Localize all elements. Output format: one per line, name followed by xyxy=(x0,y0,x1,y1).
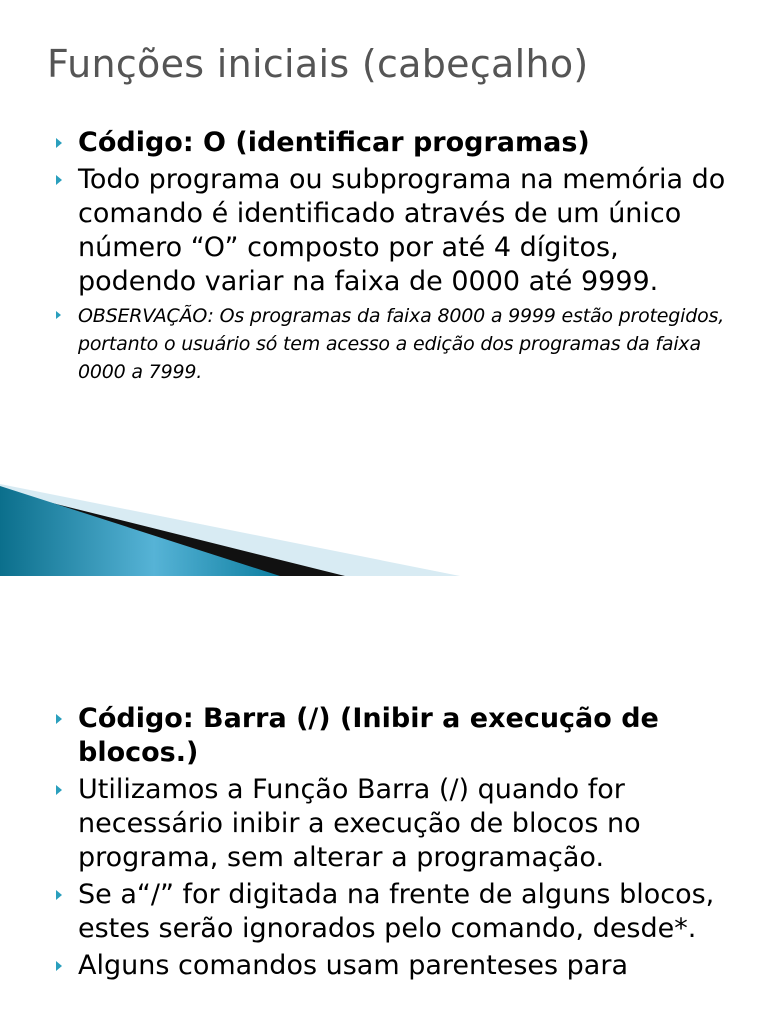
bullet-item-barra-usage xyxy=(0,773,720,875)
bullet-list-slide-1 xyxy=(0,126,740,389)
bullet-item-parentheses xyxy=(0,949,720,983)
bullet-arrow-icon xyxy=(56,714,62,724)
bullet-text: Alguns comandos usam parenteses para xyxy=(78,950,628,981)
bullet-arrow-icon xyxy=(56,785,62,795)
slide-decoration-swoosh xyxy=(0,484,460,576)
bullet-text: Todo programa ou subprograma na memória do comando é identificado através de um único número “O” composto por até 4 dígitos, podendo variar na faixa de 0000 até 9999. xyxy=(78,164,726,297)
bullet-item-code-o xyxy=(0,126,740,160)
bullet-arrow-icon xyxy=(56,890,62,900)
bullet-item-barra-ignored-blocks xyxy=(0,878,720,946)
bullet-arrow-icon xyxy=(56,311,61,319)
bullet-list-slide-2 xyxy=(0,702,720,986)
bullet-text: Se a“/” for digitada na frente de alguns blocos, estes serão ignorados pelo comando, desde*. xyxy=(78,879,715,944)
bullet-item-code-barra xyxy=(0,702,720,770)
bullet-arrow-icon xyxy=(56,175,62,185)
bullet-item-observation xyxy=(0,302,740,386)
slide-title: Funções iniciais (cabeçalho) xyxy=(47,42,589,86)
bullet-text: OBSERVAÇÃO: Os programas da faixa 8000 a 9999 estão protegidos, portanto o usuário só tem acesso a edição dos programas da faixa 0000 a 7999. xyxy=(78,305,725,383)
bullet-item-program-description xyxy=(0,163,740,299)
bullet-text: Utilizamos a Função Barra (/) quando for necessário inibir a execução de blocos no programa, sem alterar a programação. xyxy=(78,774,641,873)
bullet-text: Código: O (identificar programas) xyxy=(78,127,590,158)
bullet-text: Código: Barra (/) (Inibir a execução de blocos.) xyxy=(78,703,659,768)
bullet-arrow-icon xyxy=(56,961,62,971)
bullet-arrow-icon xyxy=(56,138,62,148)
